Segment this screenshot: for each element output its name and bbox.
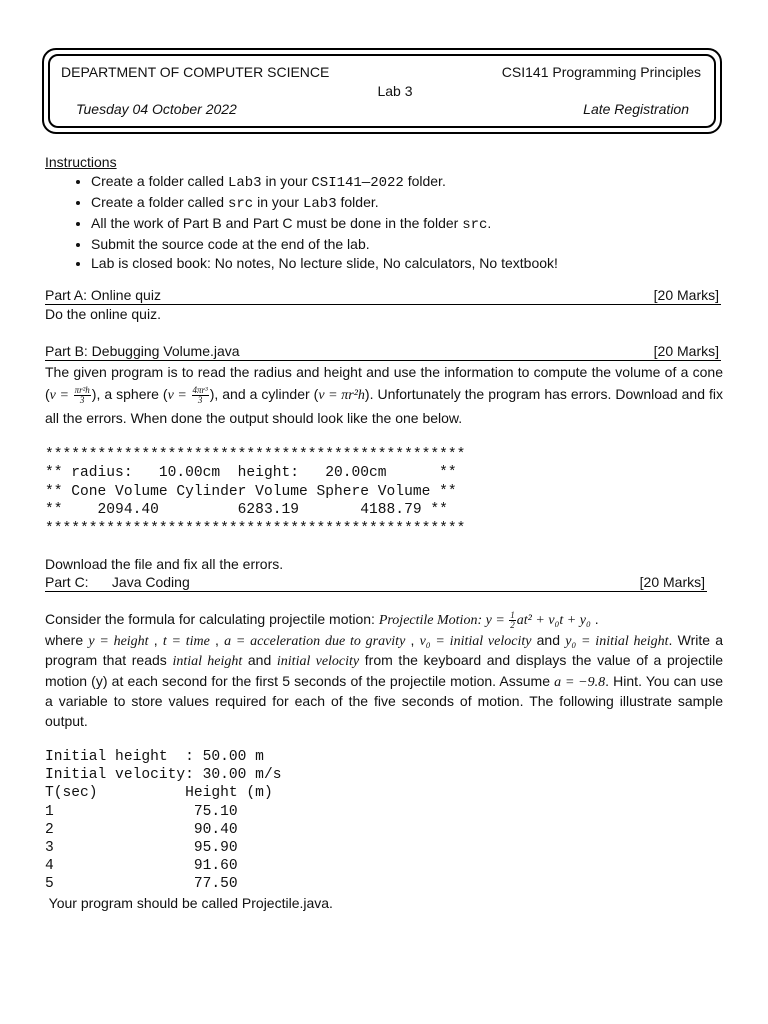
list-item: • Create a folder called Lab3 in your CSI141—2022 folder.	[91, 172, 723, 193]
list-item: • Lab is closed book: No notes, No lecture slide, No calculators, No textbook!	[91, 254, 723, 273]
part-b-marks: [20 Marks]	[653, 343, 719, 359]
part-c-marks: [20 Marks]	[639, 574, 705, 590]
lab-number: Lab 3	[377, 83, 413, 99]
cylinder-formula: v = πr²h	[318, 388, 365, 403]
department-name: DEPARTMENT OF COMPUTER SCIENCE	[61, 64, 330, 80]
list-item: • Create a folder called src in your Lab3 folder.	[91, 193, 723, 214]
part-b-description: The given program is to read the radius and height and use the information to compute the volume of a cone (v = $\frac{\text{πr²h}}{3}$ ), a sphere (v = $\frac{\text{4πr³}}{3}$ ), and a cylinder (v = πr²h). Unfortunately the program has errors. Download and fix all the errors. When done the output should look like the one below.	[45, 364, 723, 426]
list-item: • Submit the source code at the end of the lab.	[91, 235, 723, 254]
part-a-marks: [20 Marks]	[653, 287, 719, 303]
part-b-title: Part B: Debugging Volume.java	[45, 343, 240, 359]
part-a-title: Part A: Online quiz	[45, 287, 161, 303]
instructions-list	[45, 172, 723, 273]
projectile-sample-output: Initial height : 50.00 m Initial velocity: 30.00 m/s T(sec) Height (m) 1 75.10 2 90.40 3 95.90 4 91.60 5 77.50	[45, 749, 282, 893]
sphere-formula: v = $\frac{\text{4πr³}}{3}$	[167, 385, 208, 406]
part-a-heading	[45, 286, 721, 305]
lab-date: Tuesday 04 October 2022	[76, 101, 237, 117]
cone-formula: v = $\frac{\text{πr²h}}{3}$	[49, 385, 90, 406]
final-note: Your program should be called Projectile.java.	[45, 895, 333, 911]
part-c-heading	[45, 573, 707, 592]
part-c-title: Part C: Java Coding	[45, 574, 190, 590]
registration-label: Late Registration	[583, 101, 689, 117]
instructions-section	[45, 153, 723, 273]
instructions-title: Instructions	[45, 154, 117, 170]
projectile-formula: Projectile Motion: y = $\frac{1}{2}$ at² + v₀t + y₀	[378, 610, 591, 631]
volume-sample-output: ************************************************ ** radius: 10.00cm height: 20.00cm ** ** Cone Volume Cylinder Volume Sphere Volume ** ** 2094.40 6283.19 4188.79 ** ************************************************	[45, 447, 466, 537]
part-a-text: Do the online quiz.	[45, 306, 161, 322]
part-b-heading	[45, 342, 721, 361]
part-b-after-text: Download the file and fix all the errors.	[45, 556, 284, 572]
list-item: • All the work of Part B and Part C must be done in the folder src.	[91, 214, 723, 235]
part-c-description: Consider the formula for calculating projectile motion: Projectile Motion: y = $\frac{1}{2}$ at² + v₀t + y₀ . where y = height , t = time , a = acceleration due to gravity , v₀ = initial velocity and y₀ = initial height. Write a program that reads intial height and initial velocity from the keyboard and displays the value of a projectile motion (y) at each second for the first 5 seconds of the projectile motion. Assume a = −9.8. Hint. You can use a variable to store values required for each of the five seconds of motion. The following illustrate sample output.	[45, 610, 723, 729]
course-title: CSI141 Programming Principles	[501, 64, 701, 80]
